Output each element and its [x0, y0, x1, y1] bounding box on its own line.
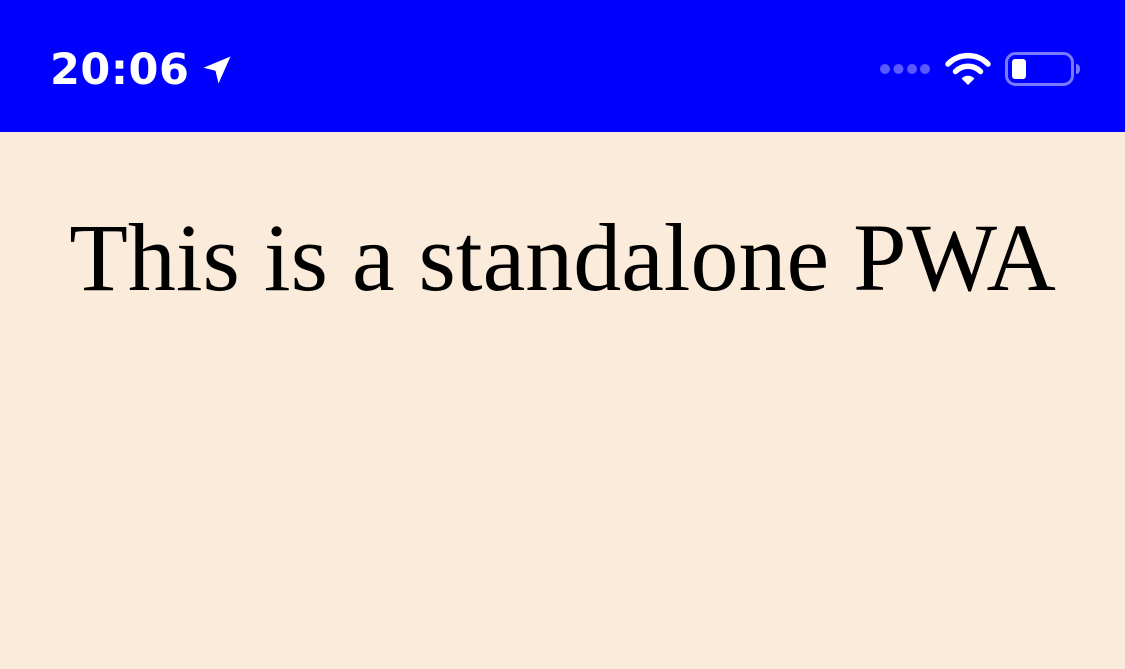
status-time: 20:06 — [50, 45, 190, 95]
page-heading: This is a standalone PWA — [69, 204, 1056, 311]
status-bar-right — [879, 46, 1081, 92]
cell-signal-icon — [879, 62, 931, 76]
main-content — [0, 132, 1125, 669]
wifi-icon — [945, 51, 991, 87]
location-arrow-icon — [199, 52, 235, 88]
status-bar-left — [50, 43, 235, 97]
battery-icon — [1005, 50, 1081, 88]
status-bar — [0, 0, 1125, 132]
